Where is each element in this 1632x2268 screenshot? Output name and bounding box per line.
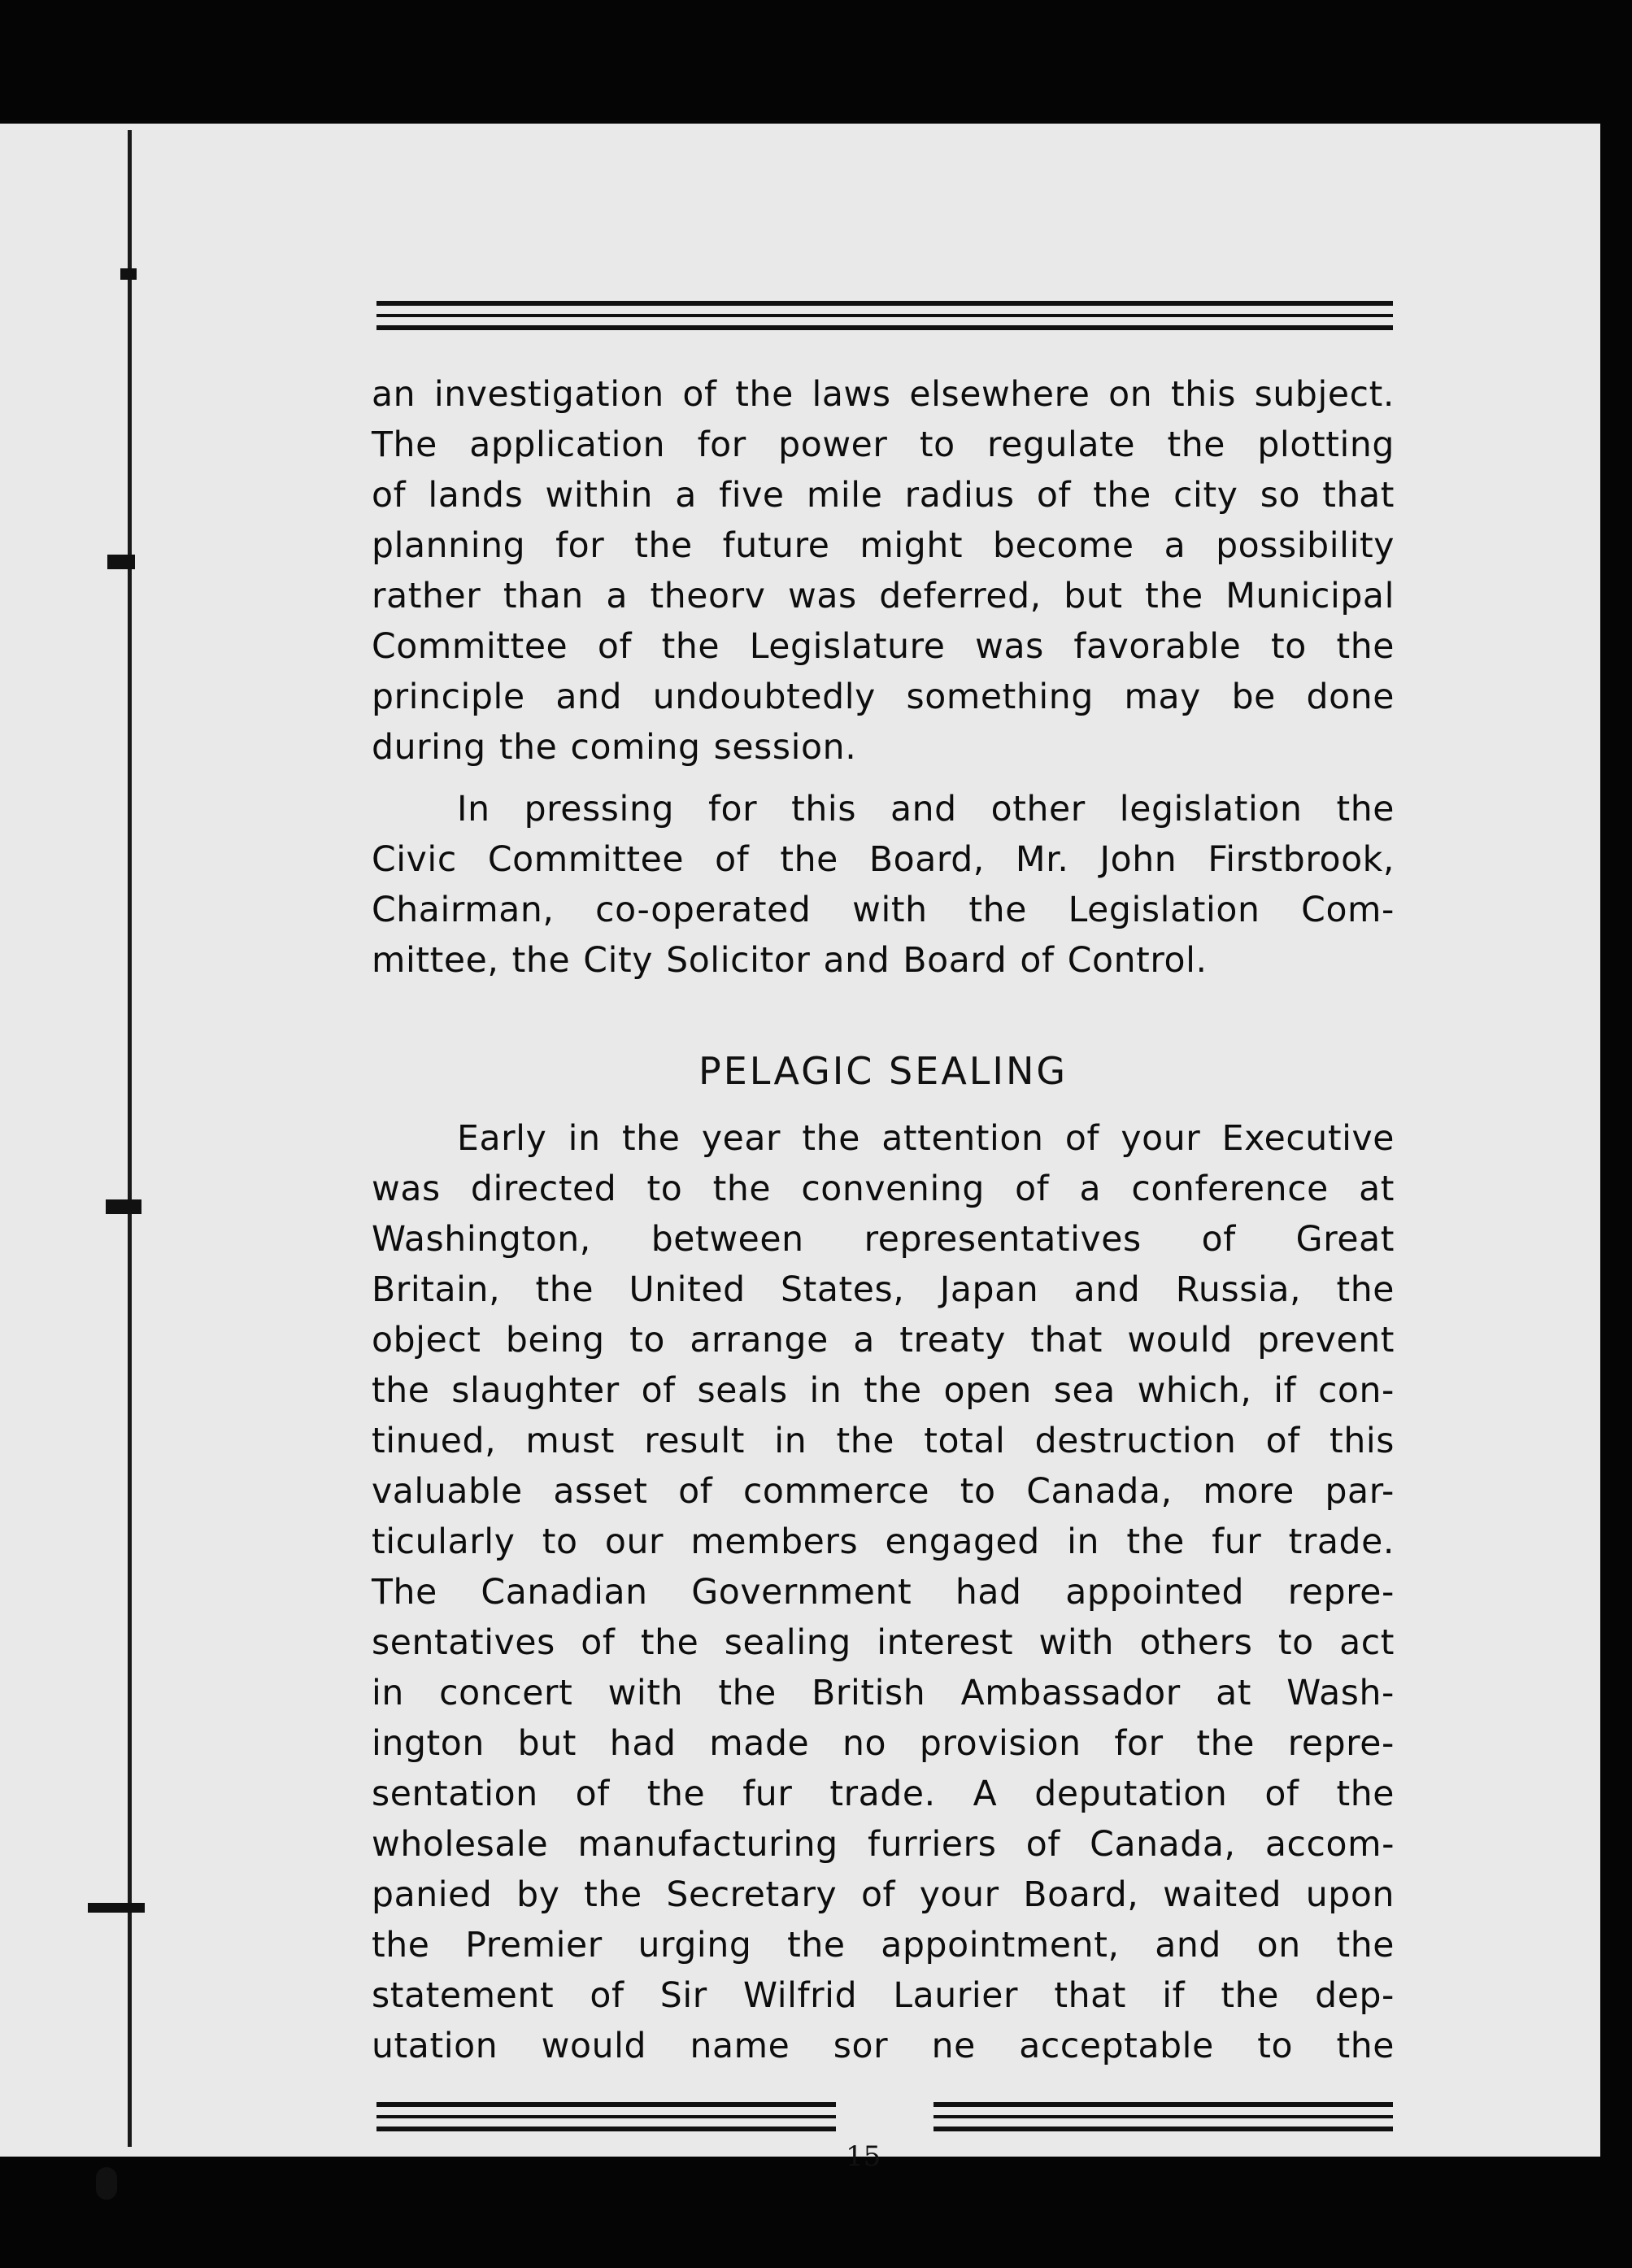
text-line: Civic Committee of the Board, Mr. John Firstbrook, — [372, 840, 1395, 880]
text-line: Britain, the United States, Japan and Russia, the — [372, 1270, 1395, 1310]
rule-gap — [836, 2097, 934, 2133]
text-line: tinued, must result in the total destruction of this — [372, 1421, 1395, 1461]
section-heading: PELAGIC SEALING — [698, 1049, 1068, 1093]
text-line: rather than a theorv was deferred, but the Municipal — [372, 577, 1395, 616]
text-line: Committee of the Legislature was favorable to the — [372, 627, 1395, 667]
paragraph-pelagic-sealing — [372, 1114, 1395, 2072]
binding-stitch — [106, 1199, 141, 1214]
paragraph-plotting-regulation — [372, 370, 1395, 773]
binding-rule — [128, 130, 132, 2147]
text-line: In pressing for this and other legislation the — [457, 790, 1395, 829]
text-line: panied by the Secretary of your Board, waited upon — [372, 1875, 1395, 1915]
text-line: Chairman, co-operated with the Legislation Com- — [372, 890, 1395, 930]
text-line: mittee, the City Solicitor and Board of Control. — [372, 941, 1208, 981]
rule-line — [376, 301, 1393, 306]
text-line: ington but had made no provision for the repre- — [372, 1724, 1395, 1764]
top-double-rule — [376, 301, 1393, 338]
text-line: an investigation of the laws elsewhere on this subject. — [372, 375, 1395, 415]
text-line: valuable asset of commerce to Canada, more par- — [372, 1472, 1395, 1512]
text-line: in concert with the British Ambassador at Wash- — [372, 1674, 1395, 1713]
text-line: sentatives of the sealing interest with others to act — [372, 1623, 1395, 1663]
paragraph-civic-committee — [372, 785, 1395, 986]
binding-stitch — [107, 555, 135, 569]
text-line: the slaughter of seals in the open sea which, if con- — [372, 1371, 1395, 1411]
binding-stitch — [120, 268, 137, 280]
rule-line — [376, 325, 1393, 330]
text-line: ticularly to our members engaged in the fur trade. — [372, 1522, 1395, 1562]
text-line: during the coming session. — [372, 728, 857, 768]
text-line: sentation of the fur trade. A deputation of the — [372, 1774, 1395, 1814]
binding-stitch — [88, 1903, 145, 1913]
text-line: Early in the year the attention of your Executive — [457, 1119, 1395, 1159]
text-line: was directed to the convening of a conference at — [372, 1169, 1395, 1209]
text-line: utation would name sor ne acceptable to the — [372, 2026, 1395, 2066]
text-line: the Premier urging the appointment, and on the — [372, 1926, 1395, 1965]
binding-stitch — [96, 2167, 117, 2200]
text-line: wholesale manufacturing furriers of Canada, accom- — [372, 1825, 1395, 1865]
text-line: The application for power to regulate the plotting — [372, 425, 1395, 465]
text-line: principle and undoubtedly something may be done — [372, 677, 1395, 717]
text-line: Washington, between representatives of Great — [372, 1220, 1395, 1260]
text-line: of lands within a five mile radius of the city so that — [372, 476, 1395, 516]
bottom-double-rule — [376, 2102, 1393, 2140]
text-line: The Canadian Government had appointed repre- — [372, 1573, 1395, 1613]
text-line: statement of Sir Wilfrid Laurier that if the dep- — [372, 1976, 1395, 2016]
rule-line — [376, 314, 1393, 317]
text-line: object being to arrange a treaty that would prevent — [372, 1321, 1395, 1360]
page-number: 15 — [846, 2140, 881, 2173]
text-line: planning for the future might become a possibility — [372, 526, 1395, 566]
